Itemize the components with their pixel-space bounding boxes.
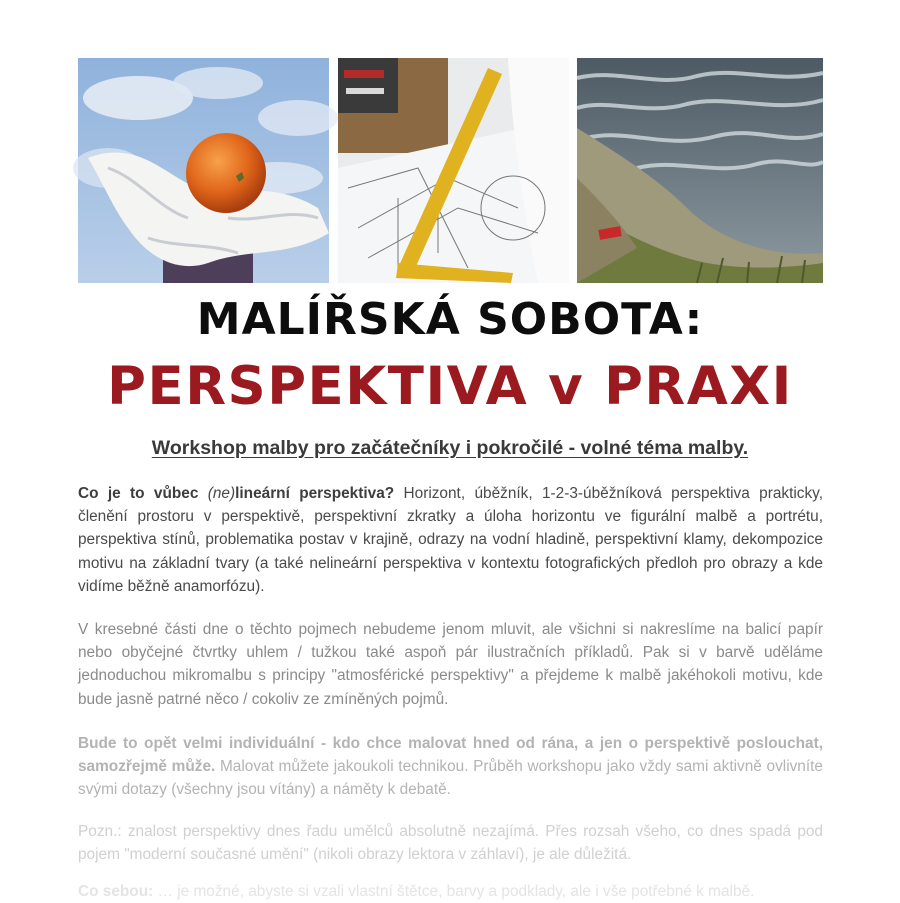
page-subtitle-red: PERSPEKTIVA v PRAXI <box>107 356 793 417</box>
paragraph-drawing <box>78 618 823 711</box>
header-images <box>78 58 823 283</box>
bring-text: … je možné, abyste si vzali vlastní štětce, barvy a podklady, ale i vše potřebné k malbě. <box>153 883 755 900</box>
paragraph-note <box>78 820 823 866</box>
intro-question-italic: (ne) <box>207 485 236 502</box>
orange-still-life-painting <box>78 58 329 283</box>
perspective-drawing-with-ruler <box>338 58 569 283</box>
paragraph-intro <box>78 482 823 598</box>
paragraph-individual <box>78 732 823 802</box>
paragraph-what-to-bring <box>78 880 823 903</box>
page-title: MALÍŘSKÁ SOBOTA: <box>196 294 704 345</box>
individual-text: Malovat můžete jakoukoli technikou. Průběh workshopu jako vždy sami aktivně ovlivníte svými dotazy (všechny jsou vítány) a náměty k debatě. <box>78 758 823 799</box>
seascape-painting <box>577 58 823 283</box>
bring-bold: Co sebou: <box>78 883 154 900</box>
intro-question-b: lineární perspektiva? <box>235 485 395 502</box>
intro-question-a: Co je to vůbec <box>78 485 208 502</box>
note-text: Pozn.: znalost perspektivy dnes řadu umělců absolutně nezajímá. Přes rozsah všeho, co dnes spadá pod pojem "moderní současné umění" (nikoli obrazy lektora v záhlaví), je ale důležitá. <box>78 823 823 864</box>
intro-text: Horizont, úběžník, 1-2-3-úběžníková perspektiva prakticky, členění prostoru v perspektivě, perspektivní zkratky a úloha horizontu ve figurální malbě a portrétu, perspektiva stínů, problematika postav v krajině, odrazy na vodní hladině, perspektivní klamy, dekompozice motivu na základní tvary (a také nelineární perspektiva v kontextu fotografických předloh pro obrazy a kde vidíme běžně anamorfózu). <box>78 485 824 595</box>
workshop-tagline: Workshop malby pro začátečníky i pokročilé - volné téma malby. <box>151 437 749 459</box>
individual-bold: Bude to opět velmi individuální - kdo chce malovat hned od rána, a jen o perspektivě poslouchat, samozřejmě může. <box>78 735 823 776</box>
drawing-text: V kresebné části dne o těchto pojmech nebudeme jenom mluvit, ale všichni si nakreslíme na balicí papír nebo obyčejné čtvrtky uhlem / tužkou také aspoň pár ilustračních příkladů. Pak si v barvě uděláme jednoduchou mikromalbu s principy "atmosférické perspektivy" a přejdeme k malbě jakéhokoli motivu, kde bude jasně patrné něco / cokoliv ze zmíněných pojmů. <box>78 621 823 708</box>
